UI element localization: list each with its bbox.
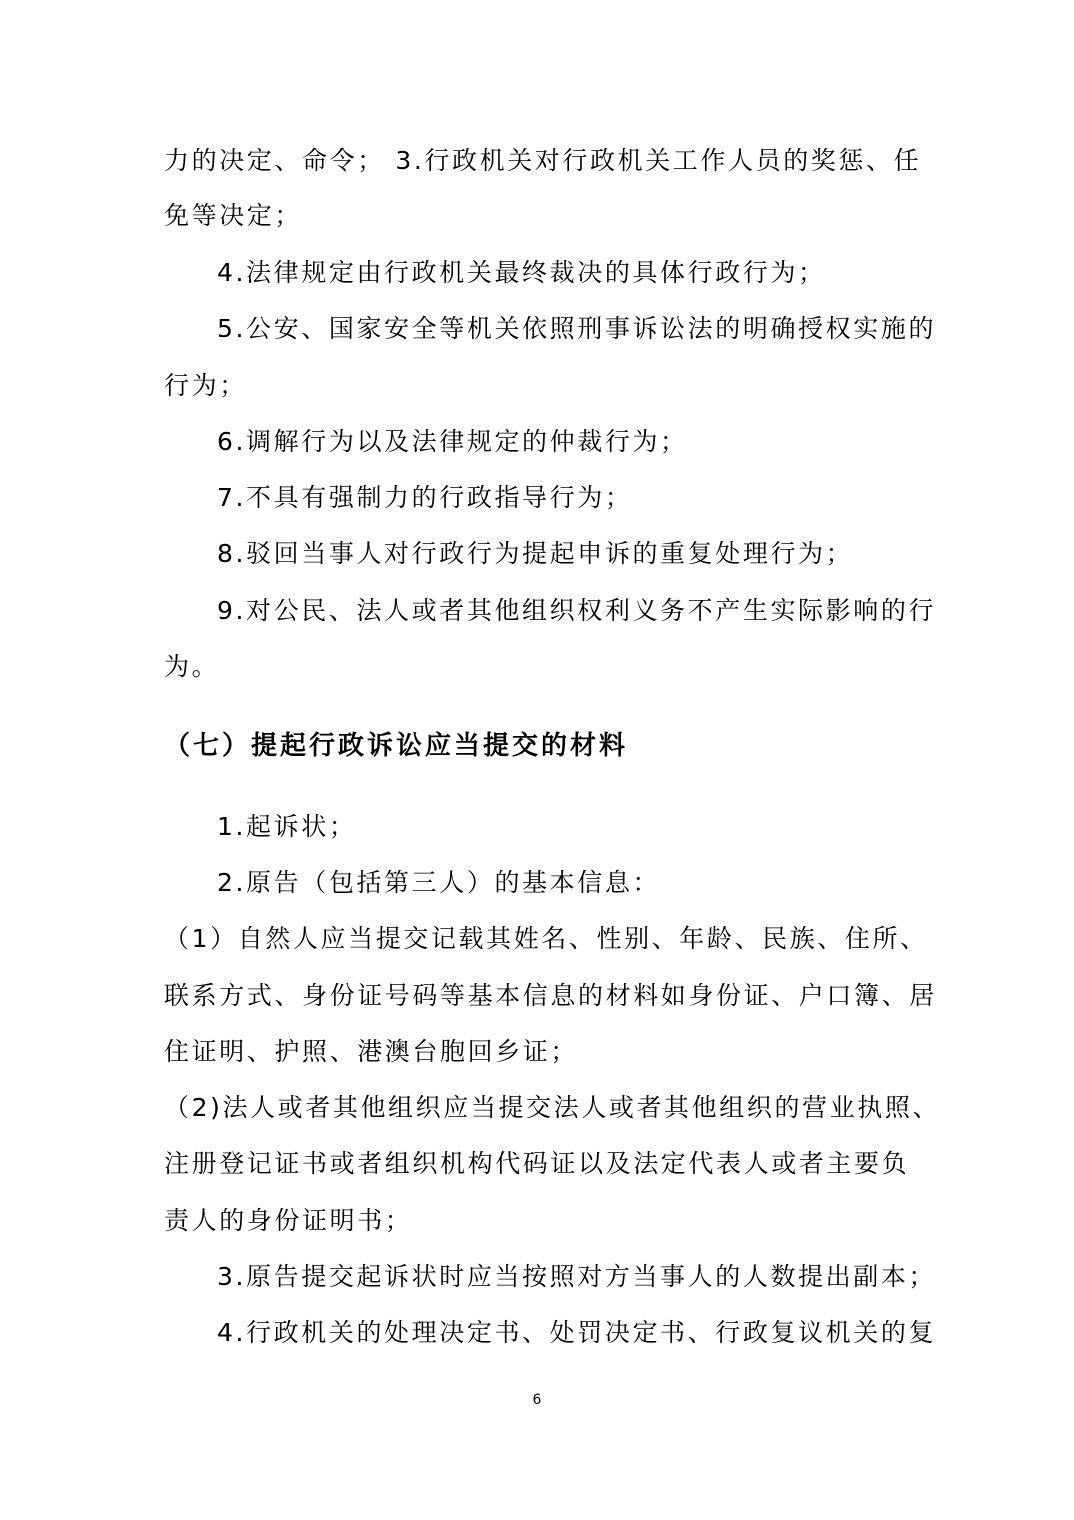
text-line: 力的决定、命令； 3.行政机关对行政机关工作人员的奖惩、任 <box>164 146 922 175</box>
text-line: 7.不具有强制力的行政指导行为； <box>217 483 633 512</box>
page-number: 6 <box>532 1392 542 1408</box>
text-line: 4.行政机关的处理决定书、处罚决定书、行政复议机关的复 <box>217 1318 937 1347</box>
text-line: 3.原告提交起诉状时应当按照对方当事人的人数提出副本； <box>217 1262 937 1291</box>
text-line: 行为； <box>164 371 247 400</box>
text-line: （1）自然人应当提交记载其姓名、性别、年龄、民族、住所、 <box>164 924 928 953</box>
text-line: 4.法律规定由行政机关最终裁决的具体行政行为； <box>217 258 826 287</box>
text-line: 注册登记证书或者组织机构代码证以及法定代表人或者主要负 <box>164 1149 910 1178</box>
text-line: 2.原告（包括第三人）的基本信息： <box>217 868 661 897</box>
text-line: 免等决定； <box>164 201 303 230</box>
text-line: 住证明、护照、港澳台胞回乡证； <box>164 1037 579 1066</box>
text-line: 1.起诉状； <box>217 812 357 841</box>
section-heading: （七）提起行政诉讼应当提交的材料 <box>164 731 629 761</box>
text-line: （2)法人或者其他组织应当提交法人或者其他组织的营业执照、 <box>164 1093 941 1122</box>
text-line: 6.调解行为以及法律规定的仲裁行为； <box>217 427 688 456</box>
text-line: 9.对公民、法人或者其他组织权利义务不产生实际影响的行 <box>217 596 937 625</box>
text-line: 联系方式、身份证号码等基本信息的材料如身份证、户口簿、居 <box>164 981 937 1010</box>
text-line: 5.公安、国家安全等机关依照刑事诉讼法的明确授权实施的 <box>217 314 937 343</box>
text-line: 8.驳回当事人对行政行为提起申诉的重复处理行为； <box>217 539 854 568</box>
text-line: 为。 <box>164 652 220 681</box>
text-line: 责人的身份证明书； <box>164 1206 413 1235</box>
